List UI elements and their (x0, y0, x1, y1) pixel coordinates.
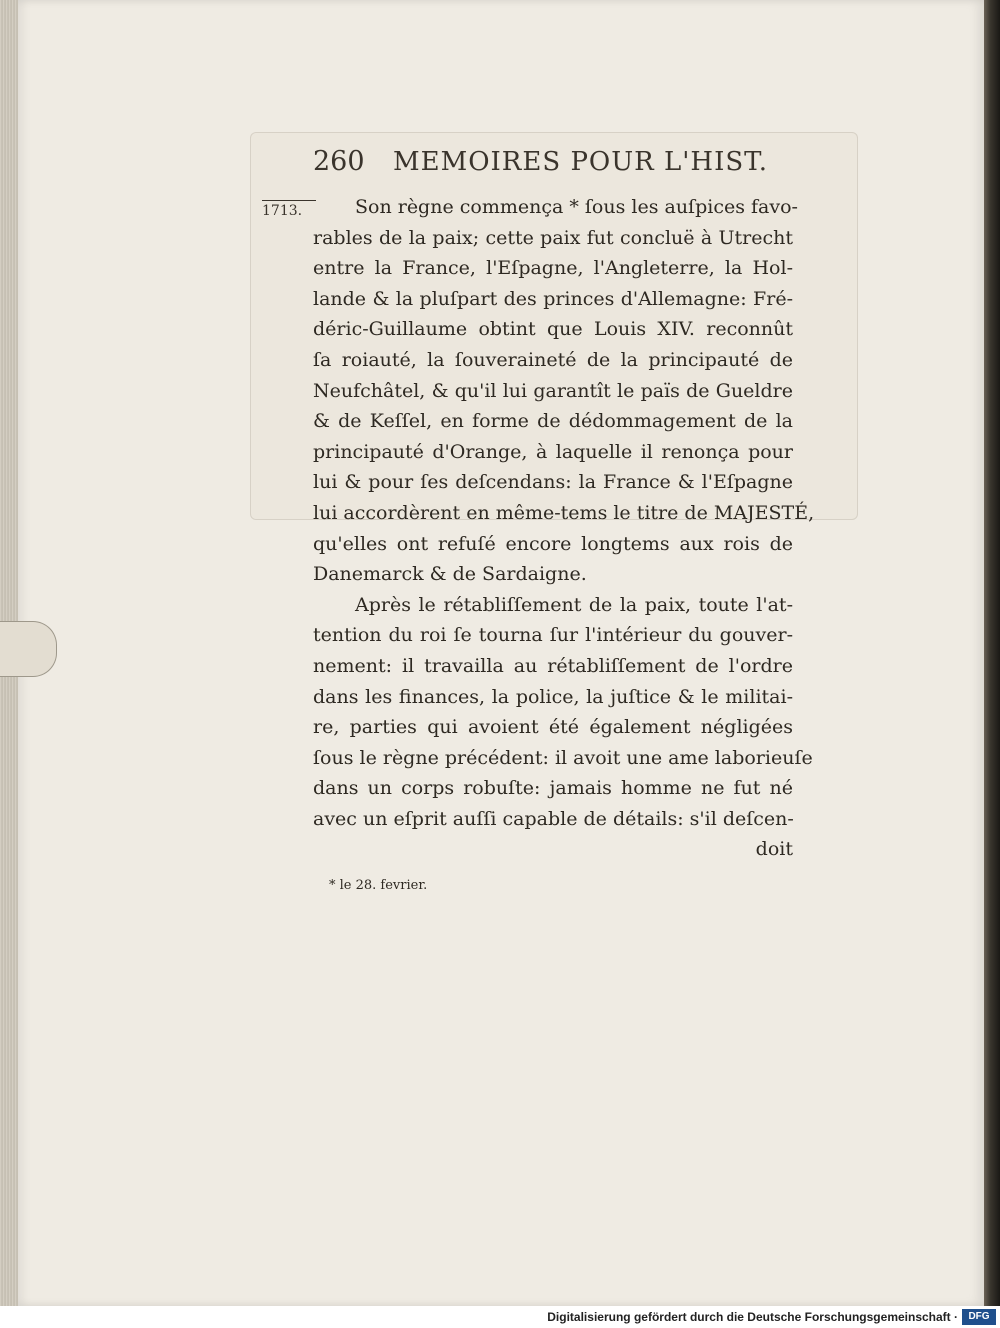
footnote: * le 28. fevrier. (329, 878, 428, 893)
text-line: lui accordèrent en même-tems le titre de MAJESTÉ, (313, 501, 815, 524)
text-line: Danemarck & de Sardaigne. (313, 563, 587, 586)
text-line: dans un corps robuſte: jamais homme ne fut né (313, 777, 793, 800)
text-line: qu'elles ont refuſé encore longtems aux rois de (313, 532, 793, 555)
paragraph-1 (313, 192, 815, 590)
footer-bar (0, 1306, 1000, 1328)
text-line: principauté d'Orange, à laquelle il renonça pour (313, 440, 793, 463)
text-line: déric-Guillaume obtint que Louis XIV. reconnût (313, 318, 793, 341)
running-head: MEMOIRES POUR L'HIST. (393, 147, 768, 177)
text-line: lui & pour ſes deſcendans: la France & l'Eſpagne (313, 471, 793, 494)
text-line: rables de la paix; cette paix fut concluë à Utrecht (313, 226, 793, 249)
page-header (313, 142, 793, 182)
book-spine-edge (984, 0, 1000, 1306)
margin-year-note: 1713. (262, 200, 316, 220)
text-line: avec un eſprit auſſi capable de détails: s'il deſcen- (313, 807, 794, 830)
text-line: tention du roi ſe tourna ſur l'intérieur du gouver- (313, 624, 793, 647)
text-line: entre la France, l'Eſpagne, l'Angleterre, la Hol- (313, 257, 793, 280)
text-line: & de Keſſel, en forme de dédommagement de la (313, 410, 793, 433)
text-line: dans les finances, la police, la juſtice & le militai- (313, 685, 793, 708)
text-line: Neufchâtel, & qu'il lui garantît le païs de Gueldre (313, 379, 793, 402)
catchword: doit (755, 838, 793, 861)
funding-credit: Digitalisierung gefördert durch die Deutsche Forschungsgemeinschaft · (547, 1310, 958, 1324)
dfg-logo-icon: DFG (962, 1309, 996, 1325)
text-line: Son règne commença * ſous les auſpices favo- (355, 196, 798, 218)
text-line: re, parties qui avoient été également négligées (313, 716, 793, 739)
text-line: lande & la pluſpart des princes d'Allemagne: Fré- (313, 287, 793, 310)
text-line: ſous le règne précédent: il avoit une ame laborieuſe (313, 746, 813, 769)
page-number: 260 (313, 146, 365, 177)
body-text (313, 192, 815, 865)
text-line: Après le rétabliſſement de la paix, toute l'at- (355, 593, 793, 616)
text-line: nement: il travailla au rétabliſſement de l'ordre (313, 654, 793, 677)
paragraph-2 (313, 590, 813, 835)
text-line: ſa roiauté, la ſouveraineté de la principauté de (313, 348, 793, 371)
page-tab (0, 621, 57, 677)
